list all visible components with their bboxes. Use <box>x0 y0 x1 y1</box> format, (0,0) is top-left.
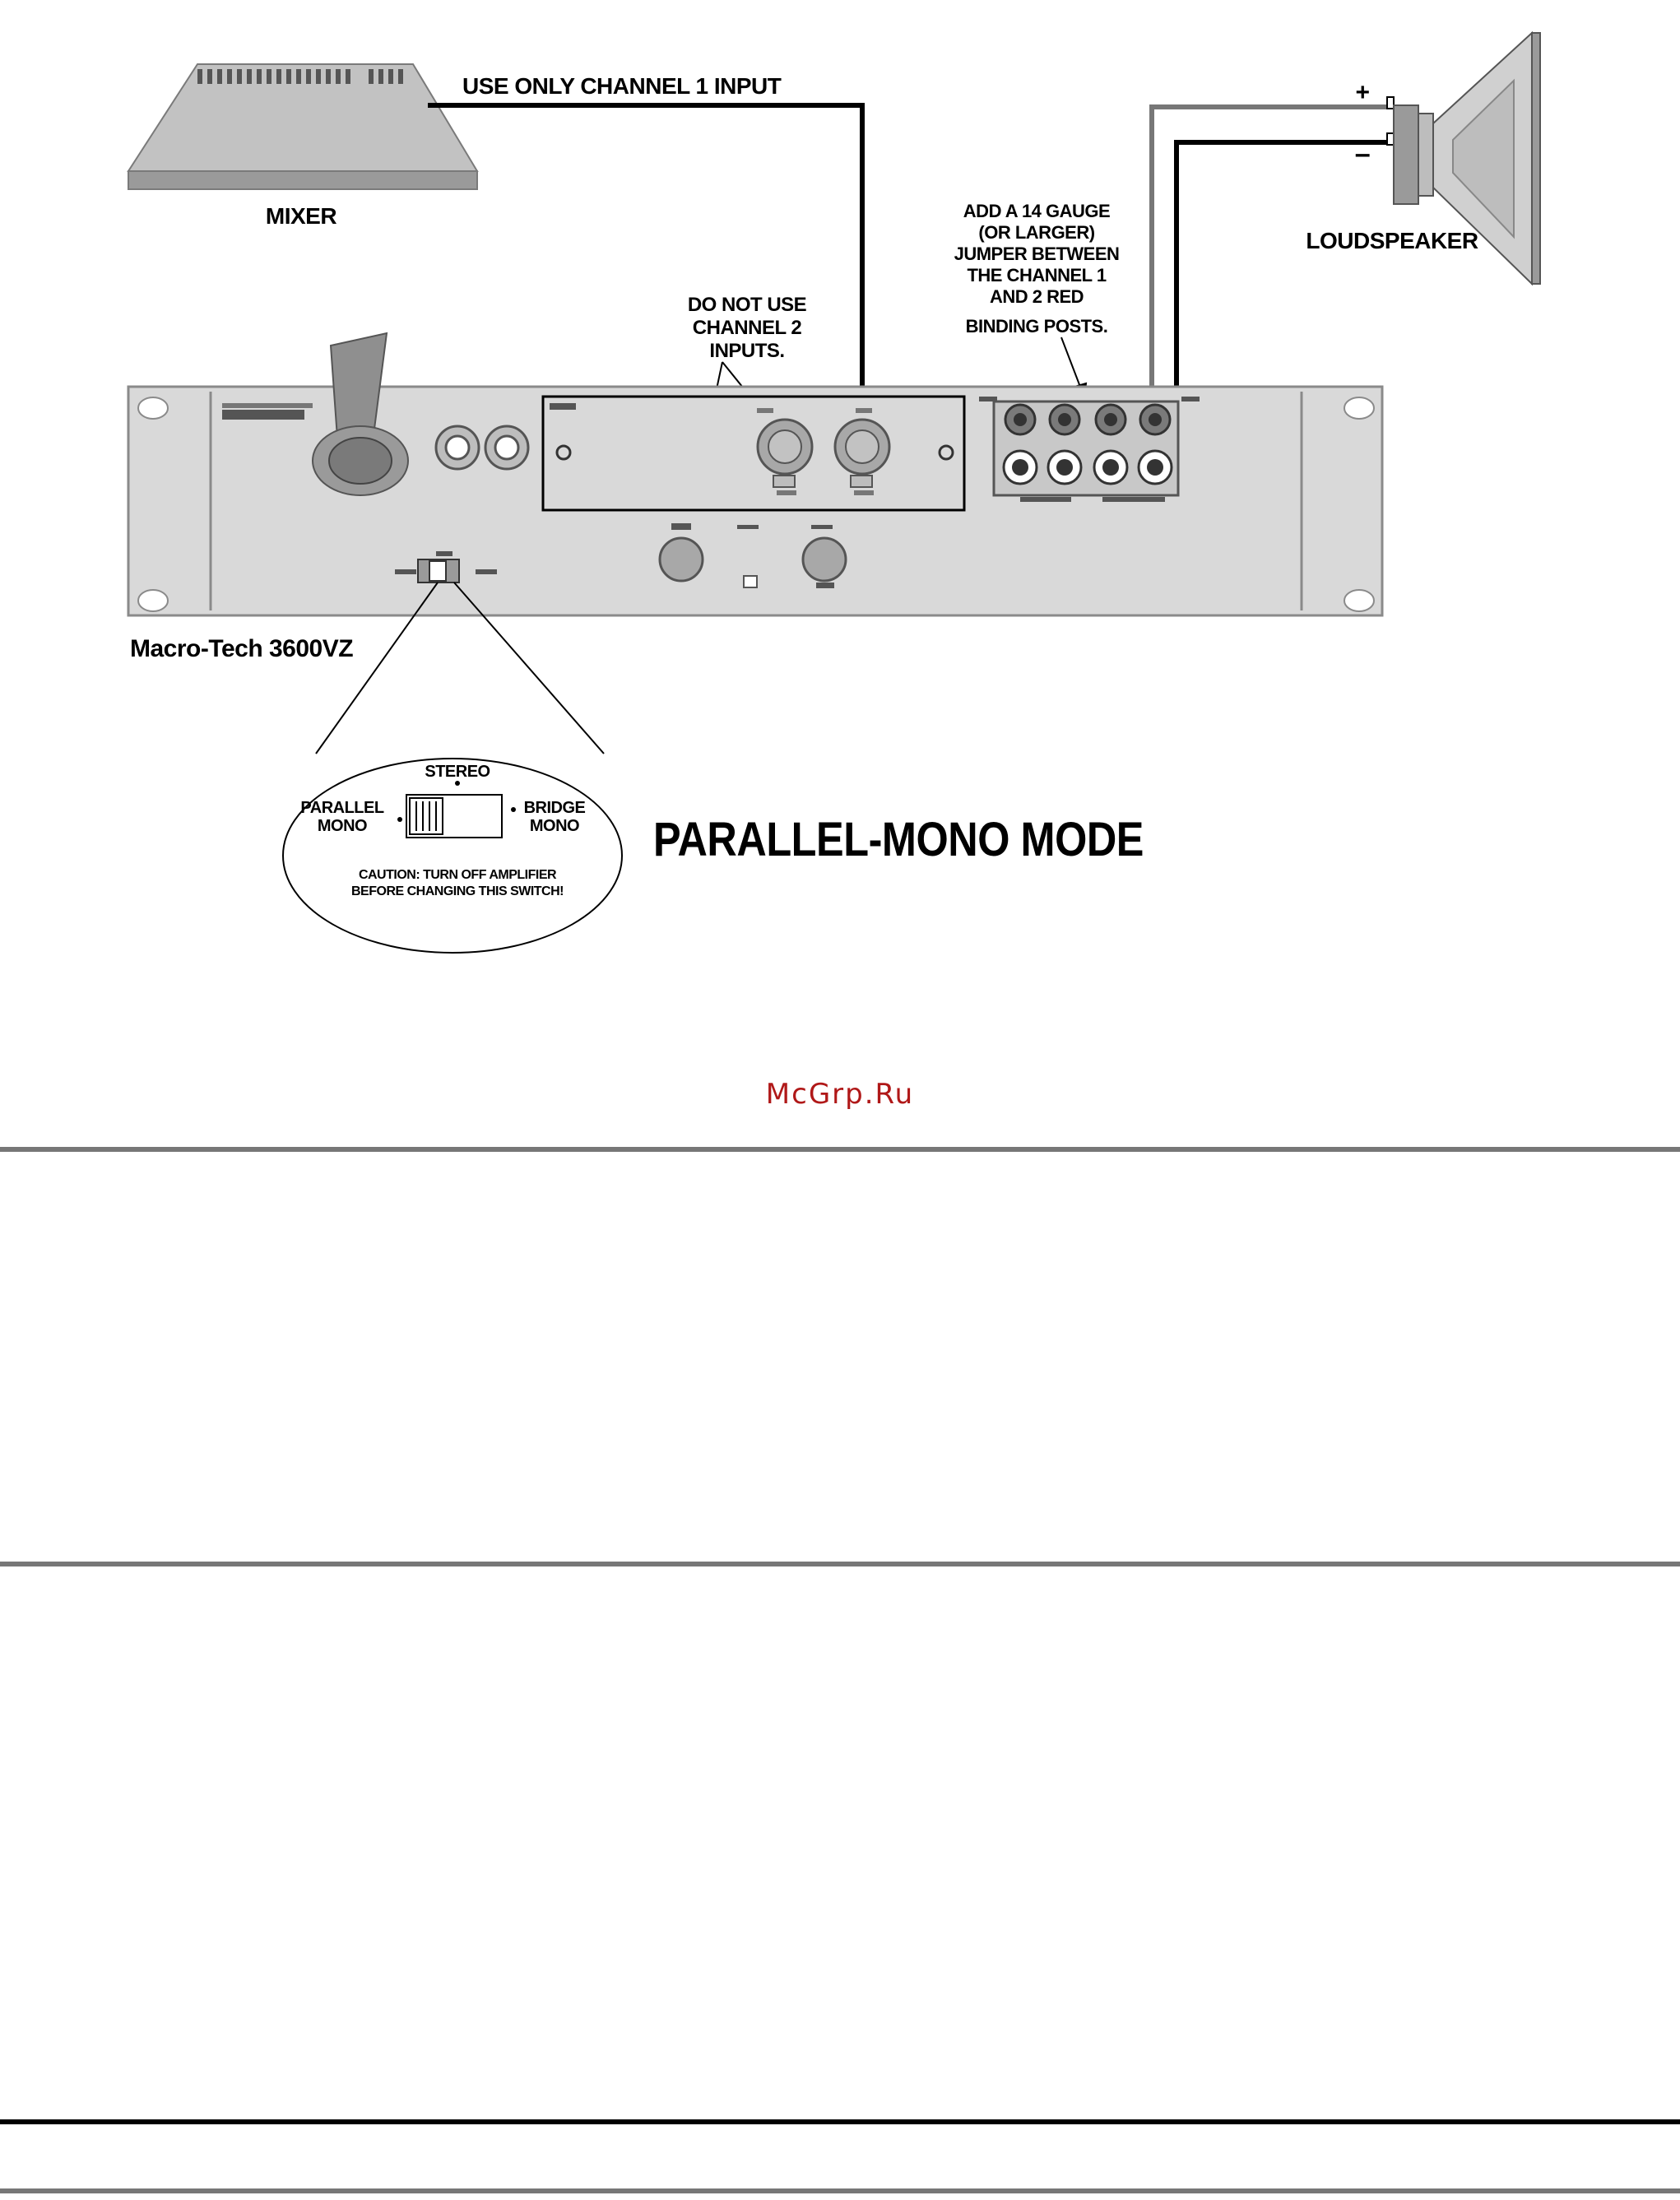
jumper-note-line-5: AND 2 RED <box>989 286 1084 307</box>
amplifier-panel <box>128 333 1382 615</box>
do-not-use-line-2: CHANNEL 2 <box>692 317 802 339</box>
speaker-positive-wire <box>1152 107 1389 424</box>
use-only-channel-1-label: USE ONLY CHANNEL 1 INPUT <box>462 73 782 99</box>
caution-line-1: CAUTION: TURN OFF AMPLIFIER <box>358 868 557 882</box>
parallel-mono-line-2: MONO <box>317 817 368 835</box>
minus-terminal-label: – <box>1354 138 1371 169</box>
parallel-mono-line-1: PARALLEL <box>300 799 384 817</box>
jumper-note-line-1: ADD A 14 GAUGE <box>963 201 1111 221</box>
page-rules <box>0 1147 1680 2193</box>
jumper-note-line-6: BINDING POSTS. <box>965 316 1108 336</box>
jumper-note <box>954 201 1120 336</box>
input-module <box>543 397 964 510</box>
jumper-note-line-3: JUMPER BETWEEN <box>954 244 1120 264</box>
binding-posts <box>979 397 1200 502</box>
jumper-note-line-2: (OR LARGER) <box>978 222 1095 243</box>
bridge-mono-line-2: MONO <box>529 817 580 835</box>
stereo-label: STEREO <box>425 763 490 781</box>
mode-title: PARALLEL-MONO MODE <box>653 813 1144 866</box>
watermark: McGrp.Ru <box>765 1078 915 1111</box>
do-not-use-note <box>688 294 807 362</box>
switch-detail <box>283 759 622 953</box>
mixer-faders <box>197 69 403 84</box>
do-not-use-line-3: INPUTS. <box>709 340 785 362</box>
do-not-use-line-1: DO NOT USE <box>687 294 807 316</box>
model-label: Macro-Tech 3600VZ <box>130 635 354 662</box>
bridge-mono-line-1: BRIDGE <box>523 799 586 817</box>
mixer-label: MIXER <box>265 203 337 229</box>
caution-line-2: BEFORE CHANGING THIS SWITCH! <box>351 884 564 898</box>
mixer-illustration <box>128 64 477 189</box>
loudspeaker-label: LOUDSPEAKER <box>1306 228 1478 253</box>
jumper-note-line-4: THE CHANNEL 1 <box>967 265 1107 285</box>
plus-terminal-label: + <box>1355 79 1370 106</box>
